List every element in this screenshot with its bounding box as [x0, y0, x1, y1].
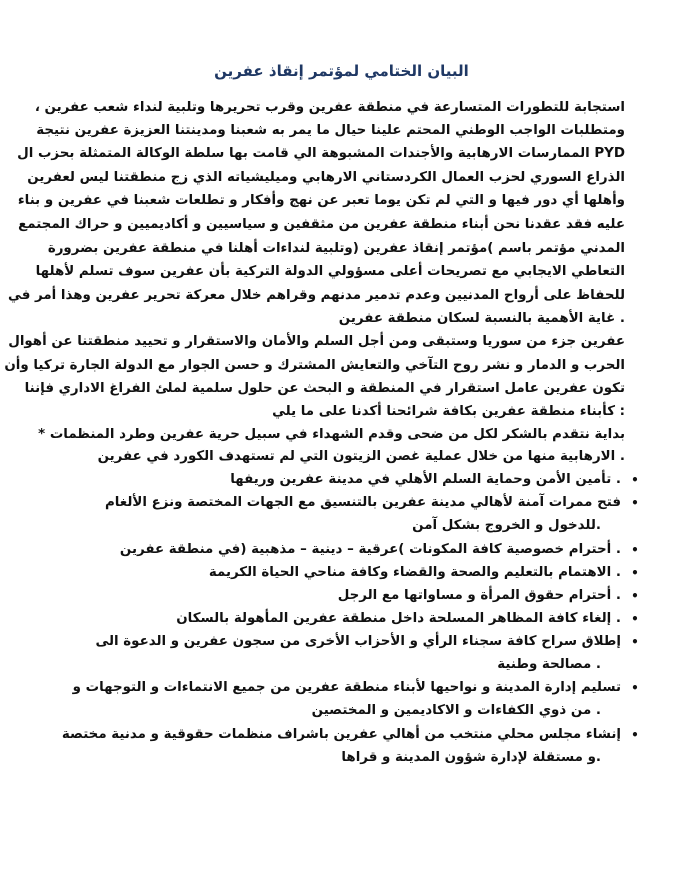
para2-line: تكون عفرين عامل استقرار في المنطقة و البحث عن حلول سلمية لملئ الفراغ الاداري فإننا	[24, 381, 625, 396]
bullet-icon: •	[631, 496, 639, 510]
para3-line: بداية نتقدم بالشكر لكل من ضحى وقدم الشهداء في سبيل حرية عفرين وطرد المنظمات *	[38, 427, 625, 442]
intro-line: استجابة للتطورات المتسارعة في منطقة عفرين وقرب تحريرها وتلبية لنداء شعب عفرين ،	[34, 100, 625, 115]
list-item-text: . الاهتمام بالتعليم والصحة والقضاء وكافة مناحي الحياة الكريمة	[208, 565, 621, 580]
list-item-text: .و مستقلة لإدارة شؤون المدينة و قراها	[341, 750, 601, 765]
intro-line: عليه فقد عقدنا نحن أبناء منطقة عفرين من مثقفين و سياسيين و أكاديميين و حراك المجتمع	[18, 217, 625, 232]
para3-line: . الارهابية منها من خلال عملية غصن الزيتون التي لم تستهدف الكورد في عفرين	[97, 449, 625, 464]
list-item-text: .للدخول و الخروج بشكل آمن	[412, 518, 601, 533]
bullet-icon: •	[631, 681, 639, 695]
intro-line: للحفاظ على أرواح المدنيين وعدم تدمير مدنهم وقراهم خلال معركة تحرير عفرين وهذا أمر في	[8, 288, 625, 303]
intro-line: المدني مؤتمر باسم )مؤتمر إنقاذ عفرين (وتلبية لنداءات أهلنا في منطقة عفرين بضرورة	[47, 241, 625, 256]
bullet-icon: •	[631, 728, 639, 742]
bullet-icon: •	[631, 589, 639, 603]
intro-line: الذراع السوري لحزب العمال الكردستاني الارهابي وميليشياته الذي زج منطقتنا ليس لعفرين	[27, 170, 625, 185]
para2-line: الحرب و الدمار و نشر روح التآخي والتعايش المشترك و حسن الجوار مع الدولة الجارة تركيا وأن	[4, 358, 625, 373]
list-item-text: . تأمين الأمن وحماية السلم الأهلي في مدينة عفرين وريفها	[230, 472, 621, 487]
bullet-icon: •	[631, 635, 639, 649]
document-title: البيان الختامي لمؤتمر إنقاذ عفرين	[214, 62, 469, 80]
intro-line: PYD الممارسات الارهابية والأجندات المشبوهة الي قامت بها سلطة الوكالة المتمثلة بحزب ال	[17, 146, 625, 161]
bullet-icon: •	[631, 612, 639, 626]
list-item-text: . مصالحة وطنية	[497, 657, 601, 672]
bullet-icon: •	[631, 473, 639, 487]
list-item-text: . أحترام حقوق المرأة و مساواتها مع الرجل	[337, 588, 621, 603]
para2-line: عفرين جزء من سوريا وستبقى ومن أجل السلم والأمان والاستقرار و تحييد منطقتنا عن أهوال	[8, 334, 625, 349]
list-item-text: . أحترام خصوصية كافة المكونات )عرقية – دينية – مذهبية (في منطقة عفرين	[119, 542, 621, 557]
list-item-text: إطلاق سراح كافة سجناء الرأي و الأحزاب الأخرى من سجون عفرين و الدعوة الى	[95, 634, 621, 649]
list-item-text: فتح ممرات آمنة لأهالي مدينة عفرين بالتنسيق مع الجهات المختصة ونزع الألغام	[104, 495, 621, 510]
intro-line: ومتطلبات الواجب الوطني المحتم علينا حيال ما يمر به شعبنا ومدينتنا العزيزة عفرين نتيجة	[36, 123, 625, 138]
intro-line: وأهلها أي دور فيها و التي لم تكن يوما تعبر عن نهج وأفكار و تطلعات شعبنا في عفرين و بناء	[17, 193, 625, 208]
intro-line: . غاية الأهمية بالنسبة لسكان منطقة عفرين	[338, 311, 625, 326]
intro-line: التعاطي الايجابي مع تصريحات أعلى مسؤولي الدولة التركية بأن عفرين سوف تسلم لأهلها	[35, 264, 625, 279]
bullet-icon: •	[631, 543, 639, 557]
list-item-text: . من ذوي الكفاءات و الاكاديمين و المختصين	[311, 703, 601, 718]
list-item-text: إنشاء مجلس محلي منتخب من أهالي عفرين باشراف منظمات حقوقية و مدنية مختصة	[61, 727, 621, 742]
list-item-text: . إلغاء كافة المظاهر المسلحة داخل منطقة عفرين المأهولة بالسكان	[176, 611, 621, 626]
para2-line: : كأبناء منطقة عفرين بكافة شرائحنا أكدنا على ما يلي	[272, 404, 625, 419]
list-item-text: تسليم إدارة المدينة و نواحيها لأبناء منطقة عفرين من جميع الانتماءات و التوجهات و	[72, 680, 621, 695]
bullet-icon: •	[631, 566, 639, 580]
